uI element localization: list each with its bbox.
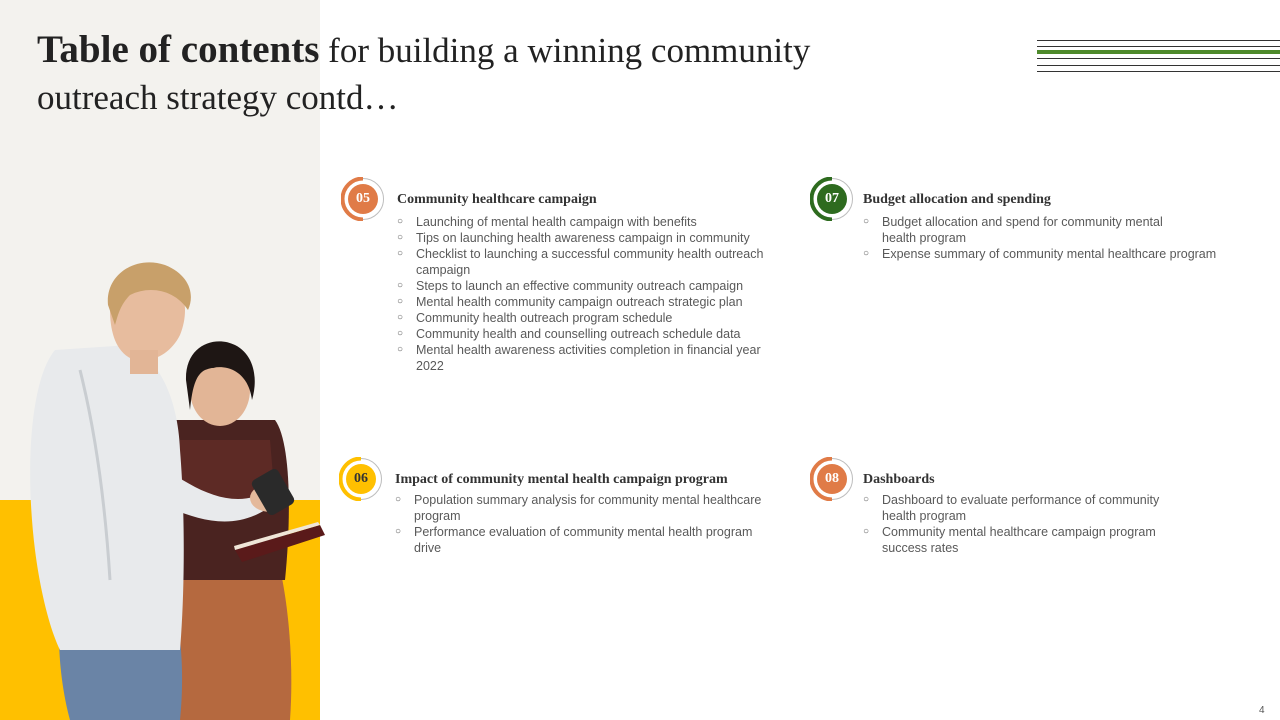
list-item: ○ Population summary analysis for community mental healthcare program	[395, 492, 779, 524]
section-title: Budget allocation and spending	[863, 192, 1051, 207]
section-list	[397, 214, 777, 374]
section-number: 06	[346, 464, 376, 494]
list-item: ○ Steps to launch an effective community outreach campaign	[397, 278, 777, 294]
list-item: ○ Tips on launching health awareness campaign in community	[397, 230, 777, 246]
title-rest: for building a winning community outreach strategy contd…	[37, 31, 811, 117]
section-list	[863, 214, 1245, 262]
list-item: ○ Community health outreach program schedule	[397, 310, 777, 326]
list-item: ○ Launching of mental health campaign with benefits	[397, 214, 777, 230]
title-bold: Table of contents	[37, 28, 320, 71]
list-item: ○ Community health and counselling outreach schedule data	[397, 326, 777, 342]
page-title	[37, 26, 937, 121]
section-list	[863, 492, 1193, 556]
list-item: ○ Performance evaluation of community mental health program drive	[395, 524, 779, 556]
section-number: 05	[348, 184, 378, 214]
list-item: ○ Budget allocation and spend for community mental health program	[863, 214, 1198, 246]
section-badge	[810, 177, 854, 221]
section-badge	[339, 457, 383, 501]
list-item: ○ Expense summary of community mental healthcare program	[863, 246, 1245, 262]
list-item: ○ Community mental healthcare campaign program success rates	[863, 524, 1193, 556]
list-item: ○ Dashboard to evaluate performance of community health program	[863, 492, 1193, 524]
people-photo	[20, 250, 340, 720]
section-number: 08	[817, 464, 847, 494]
list-item: ○ Checklist to launching a successful community health outreach campaign	[397, 246, 777, 278]
section-list	[395, 492, 779, 556]
page-number: 4	[1259, 705, 1265, 716]
section-badge	[341, 177, 385, 221]
section-title: Impact of community mental health campaign program	[395, 472, 728, 487]
section-badge	[810, 457, 854, 501]
section-number: 07	[817, 184, 847, 214]
list-item: ○ Mental health awareness activities completion in financial year 2022	[397, 342, 777, 374]
section-title: Community healthcare campaign	[397, 192, 597, 207]
section-title: Dashboards	[863, 472, 935, 487]
list-item: ○ Mental health community campaign outreach strategic plan	[397, 294, 777, 310]
decorative-lines	[1037, 40, 1280, 74]
